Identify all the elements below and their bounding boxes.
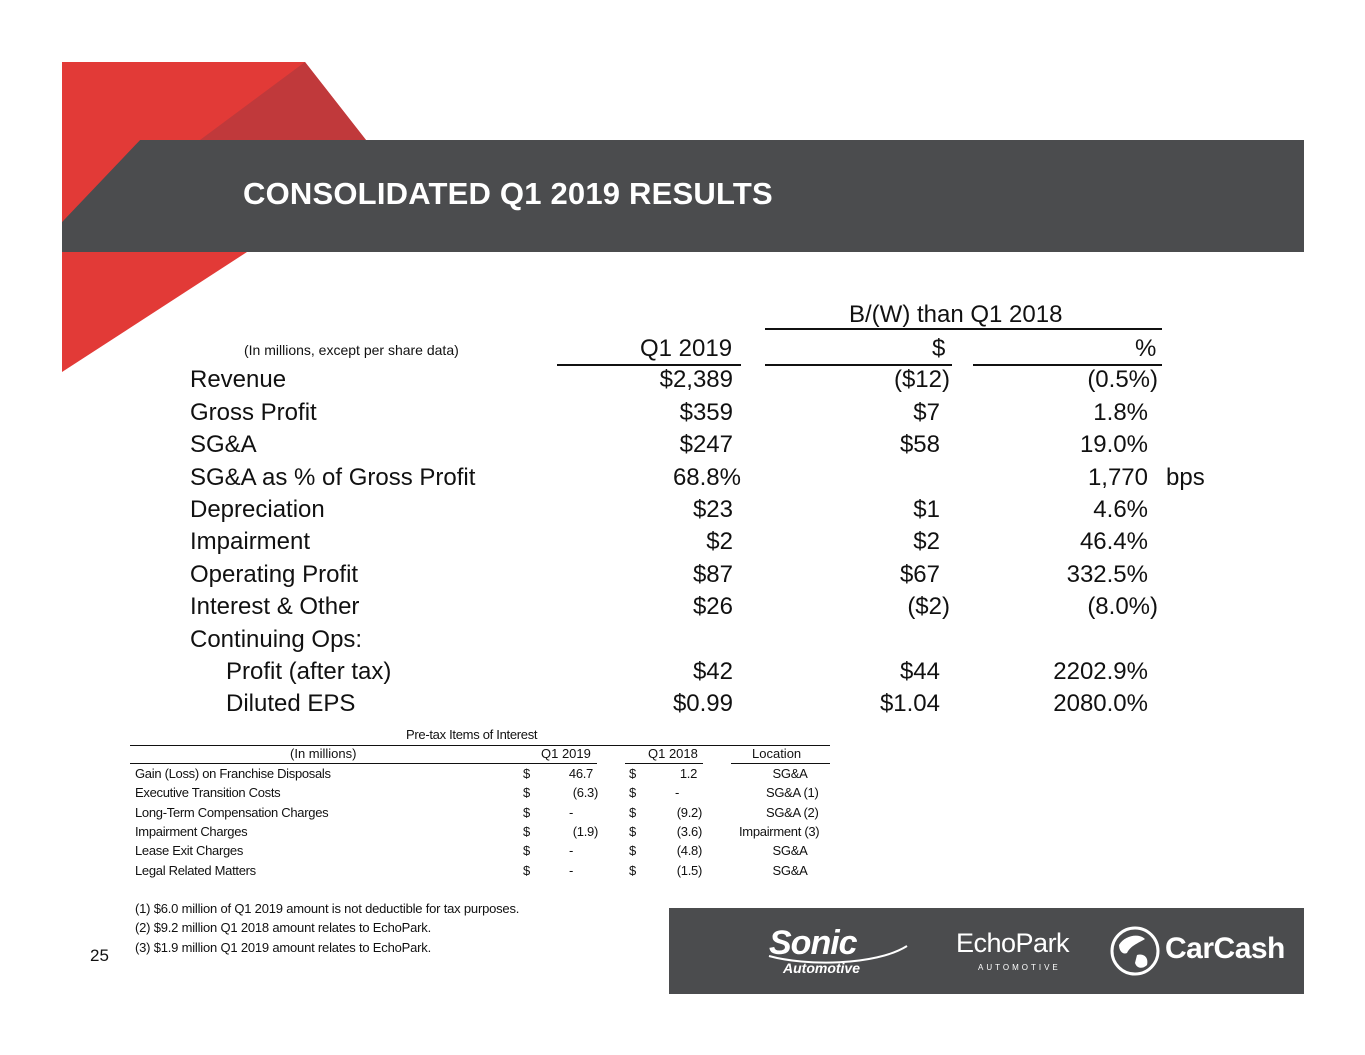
row-q1-value: $247 [679,431,733,458]
items-col-label: (In millions) [290,746,357,761]
table-row [0,364,1365,396]
table-row [0,397,1365,429]
row-label: Profit (after tax) [226,658,392,685]
table-row [0,429,1365,461]
table-row [0,624,1365,656]
items-col-location: Location [752,746,802,761]
items-row-location: SG&A [772,863,808,878]
row-q1-value: $0.99 [672,690,733,717]
table-row [0,656,1365,688]
table-row [0,494,1365,526]
items-row [0,861,1365,880]
row-label: Depreciation [190,496,325,523]
items-row-currency: $ [629,863,636,878]
items-row-currency: $ [523,824,530,839]
items-row-currency: $ [523,863,530,878]
footnote-3: (3) $1.9 million Q1 2019 amount relates to EchoPark. [135,940,431,955]
items-row [0,783,1365,802]
table-row [0,559,1365,591]
col-header-q1: Q1 2019 [640,335,733,362]
items-row-label: Gain (Loss) on Franchise Disposals [135,766,331,781]
items-row-q1-2019: - [568,805,573,820]
items-row-currency: $ [523,766,530,781]
items-row-location: SG&A [772,766,808,781]
row-label: Gross Profit [190,399,317,426]
table-row [0,462,1365,494]
items-row-q1-2018: - [674,785,679,800]
items-table-top-rule [130,745,830,746]
items-row [0,764,1365,783]
logo-bar [669,908,1304,994]
row-usd-change: $1.04 [879,690,940,717]
row-usd-change: $58 [899,431,940,458]
items-row-q1-2018: 1.2 [679,766,697,781]
row-pct-change: 1.8% [1093,399,1148,426]
row-label: Revenue [190,366,287,393]
row-q1-value: $23 [692,496,733,523]
items-row-q1-2019: - [568,863,573,878]
row-pct-change: 4.6% [1093,496,1148,523]
row-label: SG&A as % of Gross Profit [190,464,476,491]
items-row-label: Long-Term Compensation Charges [135,805,329,820]
group-header-rule [765,328,1162,330]
row-pct-change: 332.5% [1066,561,1148,588]
items-row [0,841,1365,860]
row-usd-change: ($2) [907,593,950,620]
row-label: Interest & Other [190,593,360,620]
items-row-q1-2019: (1.9) [572,824,598,839]
items-table-title: Pre-tax Items of Interest [406,727,538,742]
items-col-q1-2019: Q1 2019 [541,746,591,761]
items-row [0,822,1365,841]
items-row-q1-2018: (4.8) [676,843,702,858]
row-q1-value: $26 [692,593,733,620]
slide-title: CONSOLIDATED Q1 2019 RESULTS [243,176,773,211]
items-row-q1-2018: (1.5) [676,863,702,878]
row-usd-change: $67 [899,561,940,588]
row-pct-change: 2080.0% [1053,690,1148,717]
items-row-currency: $ [629,843,636,858]
items-row-currency: $ [629,766,636,781]
items-row-location: SG&A (1) [766,785,819,800]
echopark-logo-subtext: AUTOMOTIVE [978,963,1061,972]
row-label: Operating Profit [190,561,359,588]
items-row-q1-2019: (6.3) [572,785,598,800]
row-q1-value: 68.8% [672,464,741,491]
row-usd-change: $7 [913,399,940,426]
carcash-globe-icon [1109,925,1161,977]
items-row-q1-2019: - [568,843,573,858]
col-header-usd: $ [932,335,946,362]
row-usd-change: $44 [899,658,940,685]
row-label: Diluted EPS [226,690,356,717]
items-row-currency: $ [629,805,636,820]
echopark-logo [956,928,1069,972]
echopark-logo-text: EchoPark [956,928,1070,958]
row-pct-change: 46.4% [1079,528,1148,555]
items-row [0,803,1365,822]
items-row-currency: $ [629,785,636,800]
row-usd-change: $2 [913,528,940,555]
row-label: SG&A [190,431,257,458]
items-col-q1-2018: Q1 2018 [648,746,698,761]
items-row-currency: $ [523,785,530,800]
sonic-automotive-logo [765,926,911,978]
table-row [0,526,1365,558]
items-row-q1-2018: (9.2) [676,805,702,820]
row-q1-value: $359 [679,399,733,426]
items-row-label: Legal Related Matters [135,863,256,878]
table-row [0,591,1365,623]
items-row-q1-2019: 46.7 [568,766,593,781]
row-unit: bps [1166,464,1205,491]
items-row-location: SG&A (2) [766,805,819,820]
row-q1-value: $2 [706,528,733,555]
row-usd-change: $1 [913,496,940,523]
row-label: Continuing Ops: [190,626,363,653]
row-q1-value: $42 [692,658,733,685]
items-row-q1-2018: (3.6) [676,824,702,839]
items-row-currency: $ [523,843,530,858]
row-pct-change: 2202.9% [1053,658,1148,685]
group-header: B/(W) than Q1 2018 [849,301,1063,328]
row-label: Impairment [190,528,311,555]
footnote-1: (1) $6.0 million of Q1 2019 amount is not deductible for tax purposes. [135,901,520,916]
col-header-pct: % [1135,335,1157,362]
row-pct-change: 19.0% [1079,431,1148,458]
items-row-currency: $ [523,805,530,820]
row-q1-value: $2,389 [659,366,733,393]
items-row-location: SG&A [772,843,808,858]
sonic-logo-subtext: Automotive [783,960,860,976]
page-number: 25 [90,946,109,965]
carcash-logo-text: CarCash [1165,932,1285,965]
units-note: (In millions, except per share data) [244,342,459,358]
table-row [0,688,1365,720]
items-row-label: Impairment Charges [135,824,248,839]
items-row-label: Executive Transition Costs [135,785,281,800]
row-pct-change: 1,770 [1087,464,1148,491]
items-row-label: Lease Exit Charges [135,843,244,858]
items-row-location: Impairment (3) [739,824,820,839]
sonic-logo-text: Sonic [769,924,857,962]
row-usd-change: ($12) [893,366,950,393]
row-pct-change: (0.5%) [1087,366,1158,393]
footnote-2: (2) $9.2 million Q1 2018 amount relates to EchoPark. [135,920,431,935]
items-row-currency: $ [629,824,636,839]
row-pct-change: (8.0%) [1087,593,1158,620]
row-q1-value: $87 [692,561,733,588]
